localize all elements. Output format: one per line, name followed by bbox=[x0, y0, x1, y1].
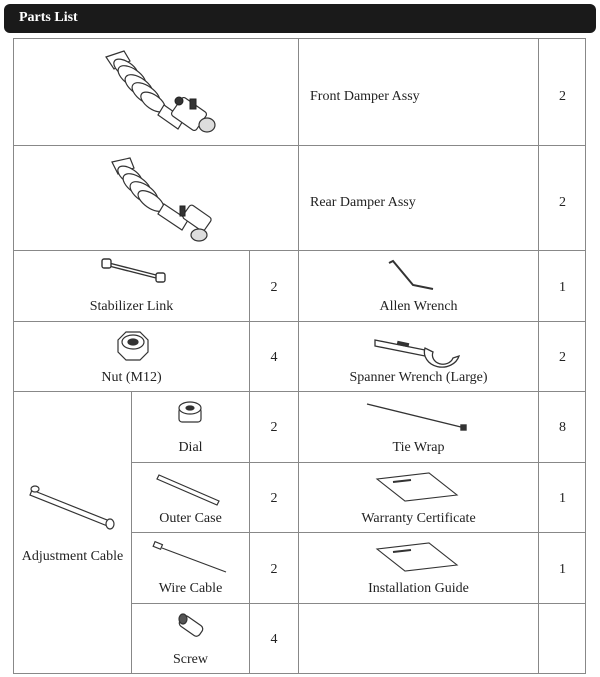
rear-damper-name: Rear Damper Assy bbox=[310, 195, 416, 210]
tie-wrap-qty: 8 bbox=[559, 420, 566, 435]
rear-damper-qty: 2 bbox=[559, 195, 566, 210]
outer-case-qty-cell bbox=[250, 463, 298, 532]
wire-cable-qty: 2 bbox=[270, 562, 278, 577]
front-damper-name: Front Damper Assy bbox=[310, 89, 420, 104]
front-damper-image-cell bbox=[14, 39, 298, 145]
installation-guide-name: Installation Guide bbox=[368, 581, 469, 596]
screw-qty: 4 bbox=[270, 632, 278, 647]
allen-wrench-qty: 1 bbox=[559, 280, 566, 295]
rear-damper-name-cell bbox=[299, 146, 538, 250]
nut-qty: 4 bbox=[270, 350, 278, 365]
allen-wrench-qty-cell bbox=[539, 251, 586, 321]
adjustment-cable-icon bbox=[14, 392, 131, 673]
tie-wrap-cell bbox=[299, 392, 538, 462]
spanner-wrench-cell bbox=[299, 322, 538, 391]
allen-wrench-cell bbox=[299, 251, 538, 321]
rear-damper-icon bbox=[14, 146, 298, 250]
warranty-certificate-cell bbox=[299, 463, 538, 532]
dial-qty-cell bbox=[250, 392, 298, 462]
spanner-wrench-name: Spanner Wrench (Large) bbox=[349, 370, 488, 385]
warranty-certificate-name: Warranty Certificate bbox=[361, 511, 476, 526]
dial-qty: 2 bbox=[270, 420, 278, 435]
rear-damper-qty-cell bbox=[539, 146, 586, 250]
installation-guide-cell bbox=[299, 533, 538, 603]
warranty-certificate-qty-cell bbox=[539, 463, 586, 532]
tie-wrap-name: Tie Wrap bbox=[392, 440, 445, 455]
screw-qty-cell bbox=[250, 604, 298, 673]
wire-cable-name: Wire Cable bbox=[158, 581, 223, 596]
screw-name: Screw bbox=[173, 652, 208, 667]
tie-wrap-qty-cell bbox=[539, 392, 586, 462]
installation-guide-qty-cell bbox=[539, 533, 586, 603]
warranty-certificate-qty: 1 bbox=[559, 491, 566, 506]
allen-wrench-name: Allen Wrench bbox=[379, 299, 458, 314]
spanner-wrench-qty-cell bbox=[539, 322, 586, 391]
front-damper-icon bbox=[14, 39, 298, 145]
front-damper-name-cell bbox=[299, 39, 538, 145]
nut-cell bbox=[14, 322, 249, 391]
page-title: Parts List bbox=[19, 10, 78, 25]
dial-cell bbox=[132, 392, 249, 462]
stabilizer-link-name: Stabilizer Link bbox=[89, 299, 174, 314]
stabilizer-link-qty: 2 bbox=[270, 280, 278, 295]
screw-cell bbox=[132, 604, 249, 673]
dial-name: Dial bbox=[178, 440, 203, 455]
outer-case-qty: 2 bbox=[270, 491, 278, 506]
installation-guide-qty: 1 bbox=[559, 562, 566, 577]
adjustment-cable-name: Adjustment Cable bbox=[21, 549, 124, 564]
spanner-wrench-qty: 2 bbox=[559, 350, 566, 365]
front-damper-qty: 2 bbox=[559, 89, 566, 104]
outer-case-name: Outer Case bbox=[159, 511, 222, 526]
front-damper-qty-cell bbox=[539, 39, 586, 145]
wire-cable-qty-cell bbox=[250, 533, 298, 603]
rear-damper-image-cell bbox=[14, 146, 298, 250]
stabilizer-link-cell bbox=[14, 251, 249, 321]
wire-cable-cell bbox=[132, 533, 249, 603]
nut-qty-cell bbox=[250, 322, 298, 391]
nut-name: Nut (M12) bbox=[101, 370, 162, 385]
adjustment-cable-cell bbox=[14, 392, 131, 673]
stabilizer-link-qty-cell bbox=[250, 251, 298, 321]
outer-case-cell bbox=[132, 463, 249, 532]
